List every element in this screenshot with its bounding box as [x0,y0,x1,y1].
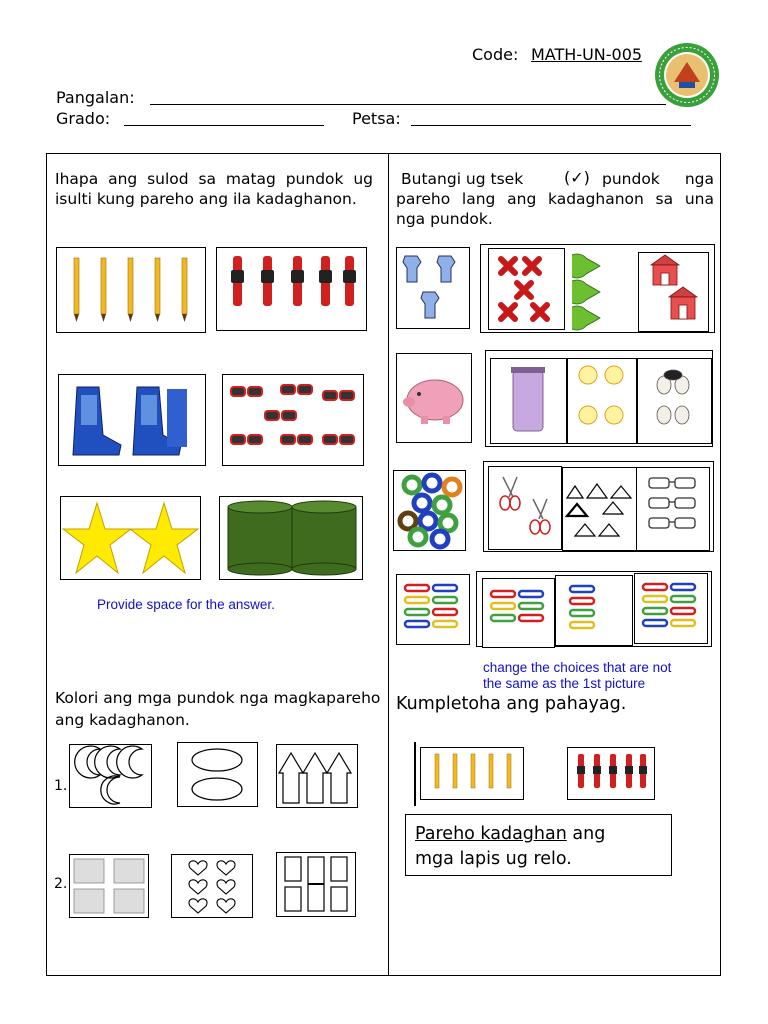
hearts-group[interactable] [171,854,253,918]
piggy-bank-group [396,353,472,443]
name-label: Pangalan: [56,88,135,107]
answer-underlined: Pareho kadaghan [415,824,567,844]
triangles-choice[interactable] [562,467,637,551]
egg-icon [657,370,689,424]
photos-group[interactable] [69,854,149,918]
instruction-color: Kolori ang mga pundok nga magkapareho ang kadaghanon. [55,689,381,729]
sunglasses-group [222,374,364,466]
rings-group [393,470,466,551]
x-marks-choice[interactable] [488,248,565,330]
paperclips-choice-3[interactable] [634,573,708,644]
instruction-count: Ihapa ang sulod sa matag pundok ug isulti kung pareho ang ila kadaghanon. [55,170,373,208]
rectangles-group[interactable] [276,852,356,917]
ovals-group[interactable] [177,742,258,807]
watch-icon [231,256,356,306]
eggs-choice[interactable] [637,358,712,444]
rectangle-icon [285,857,347,911]
star-icon [63,503,198,573]
shirt-icon [403,256,455,318]
teacher-note-choices [483,660,671,692]
check-icon: (✓) [564,168,590,187]
stars-group [60,496,201,580]
scissors-icon [500,477,550,534]
teacher-note-answer-space: Provide space for the answer. [97,597,275,612]
smiley-icon [579,366,623,424]
answer-line-2: mga lapis ug relo. [415,849,572,869]
oval-icon [192,749,242,800]
photo-icon [74,859,144,913]
eyeglasses-icon [649,478,695,528]
date-label: Petsa: [352,109,401,128]
pencils-group [56,247,206,333]
paperclips-choice-2[interactable] [555,575,633,646]
scissors-choice[interactable] [488,466,562,550]
up-arrow-icon [279,753,351,803]
paperclip-icon [643,584,695,626]
shoes-group [58,374,206,466]
teacher-note-line-2: the same as the 1st picture [483,676,646,691]
crescents-group[interactable] [69,744,152,808]
paperclips-choice-1[interactable] [482,578,555,648]
instruction-check-part2: pundok nga pareho lang ang kadaghanon sa una nga pundok. [396,170,714,228]
date-field[interactable] [411,125,691,126]
small-pencils-group [420,747,524,800]
sunglasses-icon [231,385,354,444]
answer-rest: ang [572,824,606,844]
code-label: Code: [472,45,519,64]
shoe-icon [73,387,187,455]
paperclip-icon [491,591,543,621]
shirts-group [396,247,470,329]
paperclip-icon [570,586,594,628]
cylinders-group [219,496,363,580]
instruction-check-part1: Butangi ug tsek [401,170,524,188]
column-divider [388,153,389,976]
ring-icon [400,475,460,547]
smileys-choice[interactable] [567,358,637,444]
instruction-complete: Kumpletoha ang pahayag. [396,694,627,714]
bracket-line [414,742,416,806]
crescent-icon [75,746,142,804]
pacman-icon [572,254,600,330]
small-watches-group [567,747,655,800]
pacman-choice[interactable] [572,252,622,332]
heart-icon [189,861,235,913]
answer-box[interactable] [405,814,672,876]
row-number-2: 2. [54,876,68,892]
piggy-bank-icon [403,380,463,424]
jar-choice[interactable] [490,358,567,444]
deped-seal-icon [654,42,720,108]
eyeglasses-choice[interactable] [636,467,710,551]
paperclips-group [396,574,470,645]
watches-group [216,247,367,331]
row-number-1: 1. [54,778,68,794]
code-value: MATH-UN-005 [531,45,643,64]
grade-label: Grado: [56,109,111,128]
arrows-group[interactable] [276,744,358,808]
x-mark-icon [501,259,547,319]
house-icon [651,255,697,319]
triangle-icon [567,484,631,536]
teacher-note-line-1: change the choices that are not [483,660,672,675]
houses-choice[interactable] [638,252,709,332]
cylinder-icon [228,501,356,575]
pencil-icon [435,754,511,788]
jar-icon [511,367,545,431]
pencil-icon [74,258,187,322]
name-field[interactable] [150,104,666,105]
paperclip-icon [405,585,457,627]
grade-field[interactable] [124,125,324,126]
